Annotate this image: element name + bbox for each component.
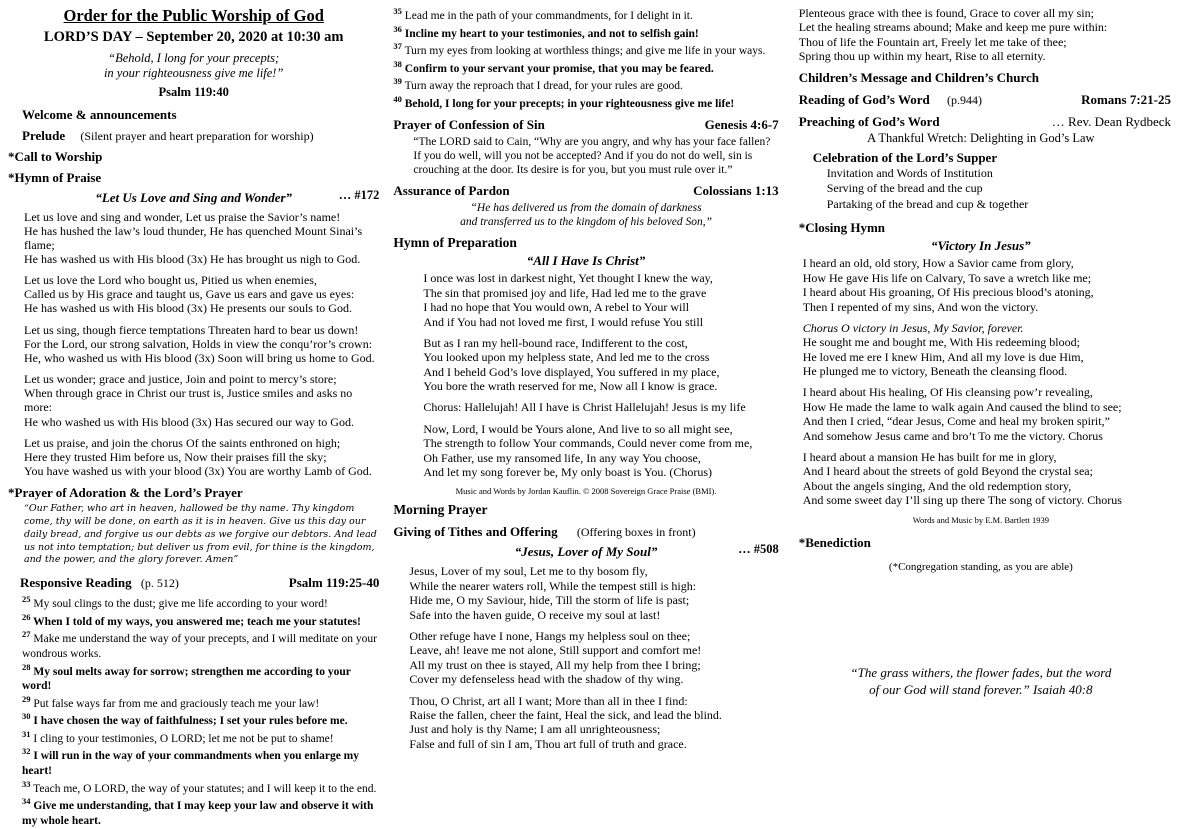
stanza bbox=[409, 564, 778, 622]
stanza bbox=[24, 323, 379, 365]
verse-number: 36 bbox=[393, 23, 402, 34]
lyric-line: He has hushed the law’s loud thunder, He has quenched Mount Sinai’s flame; bbox=[24, 223, 363, 252]
lyric-line: The sin that promised joy and life, Had led me to the grave bbox=[423, 285, 707, 300]
congregation-note: (*Congregation standing, as you are able) bbox=[888, 560, 1073, 573]
lyric-line: Then I repented of my sins, And won the victory. bbox=[802, 299, 1039, 314]
opening-verse-line2: in your righteousness give me life!” bbox=[103, 66, 284, 81]
hymn-of-preparation-item: Hymn of Preparation bbox=[393, 235, 517, 251]
call-to-worship-item: *Call to Worship bbox=[8, 148, 103, 164]
morning-prayer-item: Morning Prayer bbox=[393, 502, 488, 518]
verse-number: 26 bbox=[22, 611, 31, 622]
hymn-of-preparation-lyrics bbox=[393, 271, 778, 479]
hymn-of-praise-title-row bbox=[8, 188, 379, 208]
verse-line bbox=[393, 6, 778, 24]
hymn-of-praise-item: *Hymn of Praise bbox=[8, 169, 102, 185]
supper-line: Partaking of the bread and cup & together bbox=[826, 196, 1029, 211]
lyric-line: And let my song forever be, My only boast is You. (Chorus) bbox=[423, 465, 713, 480]
stanza bbox=[803, 450, 1171, 508]
responsive-reading-reference: Psalm 119:25-40 bbox=[288, 575, 380, 591]
verse-number: 35 bbox=[393, 6, 402, 16]
offering-song-title: “Jesus, Lover of My Soul” bbox=[514, 544, 658, 560]
lyric-line: And I beheld God’s love displayed, You suffered in my place, bbox=[423, 364, 720, 379]
verse-text: Lead me in the path of your commandments, for I delight in it. bbox=[404, 9, 693, 22]
lyric-line: All my trust on thee is stayed, All my help from thee I bring; bbox=[409, 657, 701, 672]
verse-line bbox=[393, 59, 778, 77]
verse-line bbox=[22, 779, 379, 797]
lyric-line: I heard about a mansion He has built for me in glory, bbox=[802, 450, 1057, 465]
lyric-line: He who washed us with His blood (3x) Has secured our way to God. bbox=[24, 414, 354, 429]
opening-verse-reference: Psalm 119:40 bbox=[158, 84, 229, 99]
responsive-reading-continued bbox=[393, 6, 778, 111]
offering-song-title-row bbox=[393, 542, 778, 562]
verse-line bbox=[22, 612, 379, 630]
lyric-line: He sought me and bought me, With His redeeming blood; bbox=[802, 335, 1080, 350]
responsive-reading-body bbox=[8, 594, 379, 828]
lyric-line: Thou, O Christ, art all I want; More than all in thee I find: bbox=[409, 693, 688, 708]
lyric-line: I heard about His healing, Of His cleansing pow’r revealing, bbox=[802, 385, 1093, 400]
lyric-line: But as I ran my hell-bound race, Indifferent to the cost, bbox=[423, 335, 688, 350]
lyric-line: Raise the fallen, cheer the faint, Heal the sick, and lead the blind. bbox=[409, 707, 722, 722]
lyric-line: When through grace in Christ our trust is, Justice smiles and asks no more: bbox=[24, 386, 353, 415]
verse-text: My soul melts away for sorrow; strengthen me according to your word! bbox=[22, 665, 351, 693]
offering-song-lyrics bbox=[393, 564, 778, 751]
giving-header bbox=[393, 524, 778, 540]
confession-scripture: “The LORD said to Cain, “Why are you angry, and why has your face fallen? If you do well, will you not be accepted? And if you do not do well, sin is crouching at the door. Its desire is for you, but you must rule over it.” bbox=[413, 136, 771, 177]
verse-text: I cling to your testimonies, O LORD; let me not be put to shame! bbox=[33, 732, 334, 745]
sermon-title: A Thankful Wretch: Delighting in God’s Law bbox=[867, 130, 1095, 145]
stanza bbox=[423, 422, 778, 480]
verse-text: I will run in the way of your commandments when you enlarge my heart! bbox=[22, 750, 360, 778]
lyric-line: And some sweet day I’ll sing up there The song of victory. Chorus bbox=[802, 493, 1122, 508]
lyric-line: How He gave His life on Calvary, To save a wretch like me; bbox=[802, 270, 1092, 285]
lyric-line: I once was lost in darkest night, Yet thought I knew the way, bbox=[423, 271, 713, 286]
verse-line bbox=[393, 94, 778, 112]
preaching-of-word-row bbox=[791, 114, 1171, 130]
confession-label: Prayer of Confession of Sin bbox=[393, 117, 545, 133]
stanza bbox=[803, 256, 1171, 314]
lyric-line: I heard an old, old story, How a Savior came from glory, bbox=[802, 256, 1074, 271]
lyric-line: The strength to follow Your commands, Could never come from me, bbox=[423, 436, 753, 451]
closing-hymn-title: “Victory In Jesus” bbox=[931, 238, 1031, 254]
verse-text: Turn my eyes from looking at worthless things; and give me life in your ways. bbox=[404, 44, 766, 57]
lyric-line: Oh Father, use my ransomed life, In any way You choose, bbox=[423, 450, 701, 465]
column-one bbox=[8, 6, 387, 827]
lyric-line: And then I cried, “dear Jesus, Come and heal my broken spirit,” bbox=[802, 414, 1110, 429]
stanza bbox=[24, 436, 379, 478]
service-date: LORD’S DAY – September 20, 2020 at 10:30 am bbox=[43, 29, 344, 45]
lyric-line: Let us love and sing and wonder, Let us praise the Savior’s name! bbox=[24, 209, 341, 224]
offering-song-stanza4 bbox=[791, 6, 1171, 64]
lyric-line: You looked upon my helpless state, And led me to the cross bbox=[423, 350, 710, 365]
responsive-reading-header bbox=[8, 575, 379, 591]
lyric-line: Here they trusted Him before us, Now their praises fill the sky; bbox=[24, 449, 327, 464]
verse-number: 25 bbox=[22, 594, 31, 605]
verse-line bbox=[22, 629, 379, 661]
giving-label: Giving of Tithes and Offering bbox=[393, 524, 558, 540]
responsive-reading-page: (p. 512) bbox=[140, 576, 179, 591]
benediction-item: *Benediction bbox=[798, 534, 871, 550]
verse-line bbox=[22, 729, 379, 747]
lyric-line: And somehow Jesus came and bro’t To me the victory. Chorus bbox=[802, 428, 1103, 443]
verse-line bbox=[393, 24, 778, 42]
verse-line bbox=[393, 41, 778, 59]
lyric-line: Cover my defenseless head with the shadow of thy wing. bbox=[409, 672, 684, 687]
footer-quote bbox=[791, 665, 1171, 699]
lyric-line: Called us by His grace and taught us, Gave us ears and gave us eyes: bbox=[24, 287, 355, 302]
lyric-line: Spring thou up within my heart, Rise to all eternity. bbox=[798, 49, 1046, 64]
prelude-label: Prelude bbox=[22, 127, 66, 143]
verse-line bbox=[22, 796, 379, 828]
reading-label: Reading of God’s Word bbox=[798, 91, 930, 107]
verse-number: 39 bbox=[393, 76, 402, 87]
hymn-of-praise-lyrics bbox=[8, 210, 379, 479]
footer-quote-line1: “The grass withers, the flower fades, but the word bbox=[850, 665, 1112, 681]
stanza bbox=[803, 385, 1171, 443]
supper-line: Invitation and Words of Institution bbox=[826, 165, 993, 180]
verse-number: 27 bbox=[22, 629, 31, 640]
lyric-line: Let us love the Lord who bought us, Pitied us when enemies, bbox=[24, 273, 317, 288]
giving-note: (Offering boxes in front) bbox=[576, 525, 696, 540]
supper-line: Serving of the bread and the cup bbox=[826, 181, 983, 196]
closing-hymn-credit: Words and Music by E.M. Bartlett 1939 bbox=[912, 514, 1049, 525]
verse-number: 38 bbox=[393, 58, 402, 69]
verse-number: 28 bbox=[22, 661, 31, 672]
verse-number: 29 bbox=[22, 693, 31, 704]
verse-number: 31 bbox=[22, 728, 31, 739]
offering-song-number: … #508 bbox=[738, 542, 779, 557]
lyric-line: Leave, ah! leave me not alone, Still support and comfort me! bbox=[409, 643, 702, 658]
verse-text: Make me understand the way of your precepts, and I will meditate on your wondrous works. bbox=[22, 633, 377, 660]
verse-number: 34 bbox=[22, 796, 31, 807]
verse-line bbox=[22, 694, 379, 712]
stanza bbox=[24, 372, 379, 429]
assurance-line1: “He has delivered us from the domain of darkness bbox=[470, 202, 702, 215]
chorus-line: Chorus: Hallelujah! All I have is Christ Hallelujah! Jesus is my life bbox=[423, 400, 746, 415]
lyric-line: Let the healing streams abound; Make and keep me pure within: bbox=[798, 20, 1108, 35]
lyric-line: How He made the lame to walk again And caused the blind to see; bbox=[802, 399, 1122, 414]
verse-text: Turn away the reproach that I dread, for your rules are good. bbox=[404, 80, 683, 93]
responsive-reading-label bbox=[20, 575, 179, 591]
lyric-line: He, who washed us with His blood (3x) Soon will bring us home to God. bbox=[24, 350, 375, 365]
assurance-label: Assurance of Pardon bbox=[393, 183, 510, 199]
lyric-line: Now, Lord, I would be Yours alone, And live to so all might see, bbox=[423, 421, 733, 436]
verse-number: 33 bbox=[22, 778, 31, 789]
verse-text: I have chosen the way of faithfulness; I set your rules before me. bbox=[33, 715, 348, 728]
verse-text: Behold, I long for your precepts; in your righteousness give me life! bbox=[404, 97, 735, 110]
lyric-line: Hide me, O my Saviour, hide, Till the storm of life is past; bbox=[409, 593, 690, 608]
lyric-line: Other refuge have I none, Hangs my helpless soul on thee; bbox=[409, 629, 691, 643]
lyric-line: He has washed us with His blood (3x) He has brought us nigh to God. bbox=[24, 251, 361, 266]
hymn-of-preparation-credit: Music and Words by Jordan Kauflin. © 2008 Sovereign Grace Praise (BMI). bbox=[455, 486, 717, 497]
lyric-line: Let us praise, and join the chorus Of the saints enthroned on high; bbox=[24, 435, 341, 450]
closing-hymn-lyrics bbox=[791, 256, 1171, 507]
closing-hymn-item: *Closing Hymn bbox=[798, 220, 886, 236]
reading-reference: Romans 7:21-25 bbox=[1081, 91, 1172, 107]
reading-of-word-row bbox=[791, 92, 1171, 108]
verse-text: Give me understanding, that I may keep your law and observe it with my whole heart. bbox=[22, 800, 374, 827]
reading-page: (p.944) bbox=[947, 92, 983, 107]
lords-supper-item: Celebration of the Lord’s Supper bbox=[812, 149, 998, 165]
assurance-header bbox=[393, 183, 778, 199]
column-two bbox=[387, 6, 784, 751]
lyric-line: About the angels singing, And the old redemption story, bbox=[802, 478, 1072, 493]
verse-line bbox=[22, 594, 379, 612]
assurance-reference: Colossians 1:13 bbox=[693, 183, 779, 199]
hymn-of-preparation-title: “All I Have Is Christ” bbox=[526, 253, 646, 269]
lyric-line: He plunged me to victory, Beneath the cleansing flood. bbox=[802, 364, 1068, 379]
preacher-name: … Rev. Dean Rydbeck bbox=[1051, 113, 1172, 129]
assurance-line2: and transferred us to the kingdom of his beloved Son,” bbox=[460, 216, 712, 229]
lyric-line: Let us sing, though fierce temptations Threaten hard to bear us down! bbox=[24, 322, 359, 337]
lyric-line: Jesus, Lover of my soul, Let me to thy bosom fly, bbox=[409, 564, 648, 579]
lyric-line: Safe into the haven guide, O receive my soul at last! bbox=[409, 607, 661, 622]
verse-number: 40 bbox=[393, 93, 402, 104]
verse-number: 30 bbox=[22, 711, 31, 722]
lyric-line: He loved me ere I knew Him, And all my love is due Him, bbox=[802, 349, 1084, 364]
childrens-message-item: Children’s Message and Children’s Church bbox=[798, 69, 1039, 85]
verse-text: Put false ways far from me and graciously teach me your law! bbox=[33, 697, 320, 710]
page-title: Order for the Public Worship of God bbox=[63, 6, 324, 25]
prelude-note: (Silent prayer and heart preparation for worship) bbox=[80, 128, 314, 143]
lyric-line: Plenteous grace with thee is found, Grace to cover all my sin; bbox=[798, 6, 1094, 20]
verse-text: When I told of my ways, you answered me; teach me your statutes! bbox=[33, 615, 361, 628]
responsive-reading-title: Responsive Reading bbox=[20, 575, 132, 591]
lyric-line: Just and holy is thy Name; I am all unrighteousness; bbox=[409, 722, 661, 737]
stanza bbox=[423, 271, 778, 329]
lords-prayer-text: “Our Father, who art in heaven, hallowed be thy name. Thy kingdom come, thy will be done, on earth as it is in heaven. Give us this day our daily bread, and forgive us our debts as we forgive our debtors. And lead us not into temptation; but deliver us from evil, for thine is the kingdom, and the power, and the glory forever. Amen” bbox=[24, 503, 377, 566]
verse-line bbox=[22, 711, 379, 729]
footer-quote-line2: of our God will stand forever.” Isaiah 40:8 bbox=[869, 682, 1093, 698]
confession-header bbox=[393, 117, 778, 133]
verse-line bbox=[393, 76, 778, 94]
stanza bbox=[409, 629, 778, 687]
stanza bbox=[24, 210, 379, 267]
verse-number: 32 bbox=[22, 746, 31, 757]
hymn-of-praise-title: “Let Us Love and Sing and Wonder” bbox=[95, 189, 293, 205]
confession-reference: Genesis 4:6-7 bbox=[704, 117, 779, 133]
lyric-line: And if You had not loved me first, I would refuse You still bbox=[423, 314, 704, 329]
preaching-label: Preaching of God’s Word bbox=[798, 113, 940, 129]
lyric-line: You have washed us with your blood (3x) You are worthy Lamb of God. bbox=[24, 464, 372, 478]
hymn-of-praise-number: … #172 bbox=[338, 187, 380, 202]
lyric-line: For the Lord, our strong salvation, Holds in view the conqu’ror’s crown: bbox=[24, 336, 373, 351]
verse-line bbox=[22, 746, 379, 778]
stanza bbox=[423, 336, 778, 394]
verse-text: Teach me, O LORD, the way of your statutes; and I will keep it to the end. bbox=[33, 782, 377, 795]
prayer-of-adoration-item: *Prayer of Adoration & the Lord’s Prayer bbox=[8, 485, 243, 501]
lyric-line: Let us wonder; grace and justice, Join and point to mercy’s store; bbox=[24, 372, 337, 387]
verse-text: My soul clings to the dust; give me life according to your word! bbox=[33, 598, 328, 611]
verse-line bbox=[22, 662, 379, 694]
lyric-line: While the nearer waters roll, While the tempest still is high: bbox=[409, 578, 697, 593]
lyric-line: He has washed us with His blood (3x) He presents our souls to God. bbox=[24, 301, 352, 316]
stanza bbox=[409, 694, 778, 752]
lyric-line: I heard about His groaning, Of His precious blood’s atoning, bbox=[802, 285, 1094, 300]
chorus-line: Chorus O victory in Jesus, My Savior, forever. bbox=[802, 320, 1024, 335]
lyric-line: Thou of life the Fountain art, Freely let me take of thee; bbox=[798, 34, 1067, 49]
lyric-line: You bore the wrath reserved for me, Now all I know is grace. bbox=[423, 379, 718, 394]
stanza bbox=[803, 321, 1171, 379]
verse-text: Confirm to your servant your promise, that you may be feared. bbox=[404, 62, 714, 75]
lyric-line: I had no hope that You would own, A rebel to Your will bbox=[423, 300, 690, 315]
lyric-line: False and full of sin I am, Thou art full of truth and grace. bbox=[409, 736, 687, 751]
prelude-item bbox=[8, 128, 379, 144]
verse-text: Incline my heart to your testimonies, and not to selfish gain! bbox=[404, 27, 699, 40]
stanza bbox=[24, 273, 379, 315]
verse-number: 37 bbox=[393, 41, 402, 52]
opening-verse-line1: “Behold, I long for your precepts; bbox=[108, 51, 280, 65]
column-three bbox=[785, 6, 1171, 703]
welcome-item: Welcome & announcements bbox=[22, 106, 177, 122]
lyric-line: And I heard about the streets of gold Beyond the crystal sea; bbox=[802, 464, 1093, 479]
